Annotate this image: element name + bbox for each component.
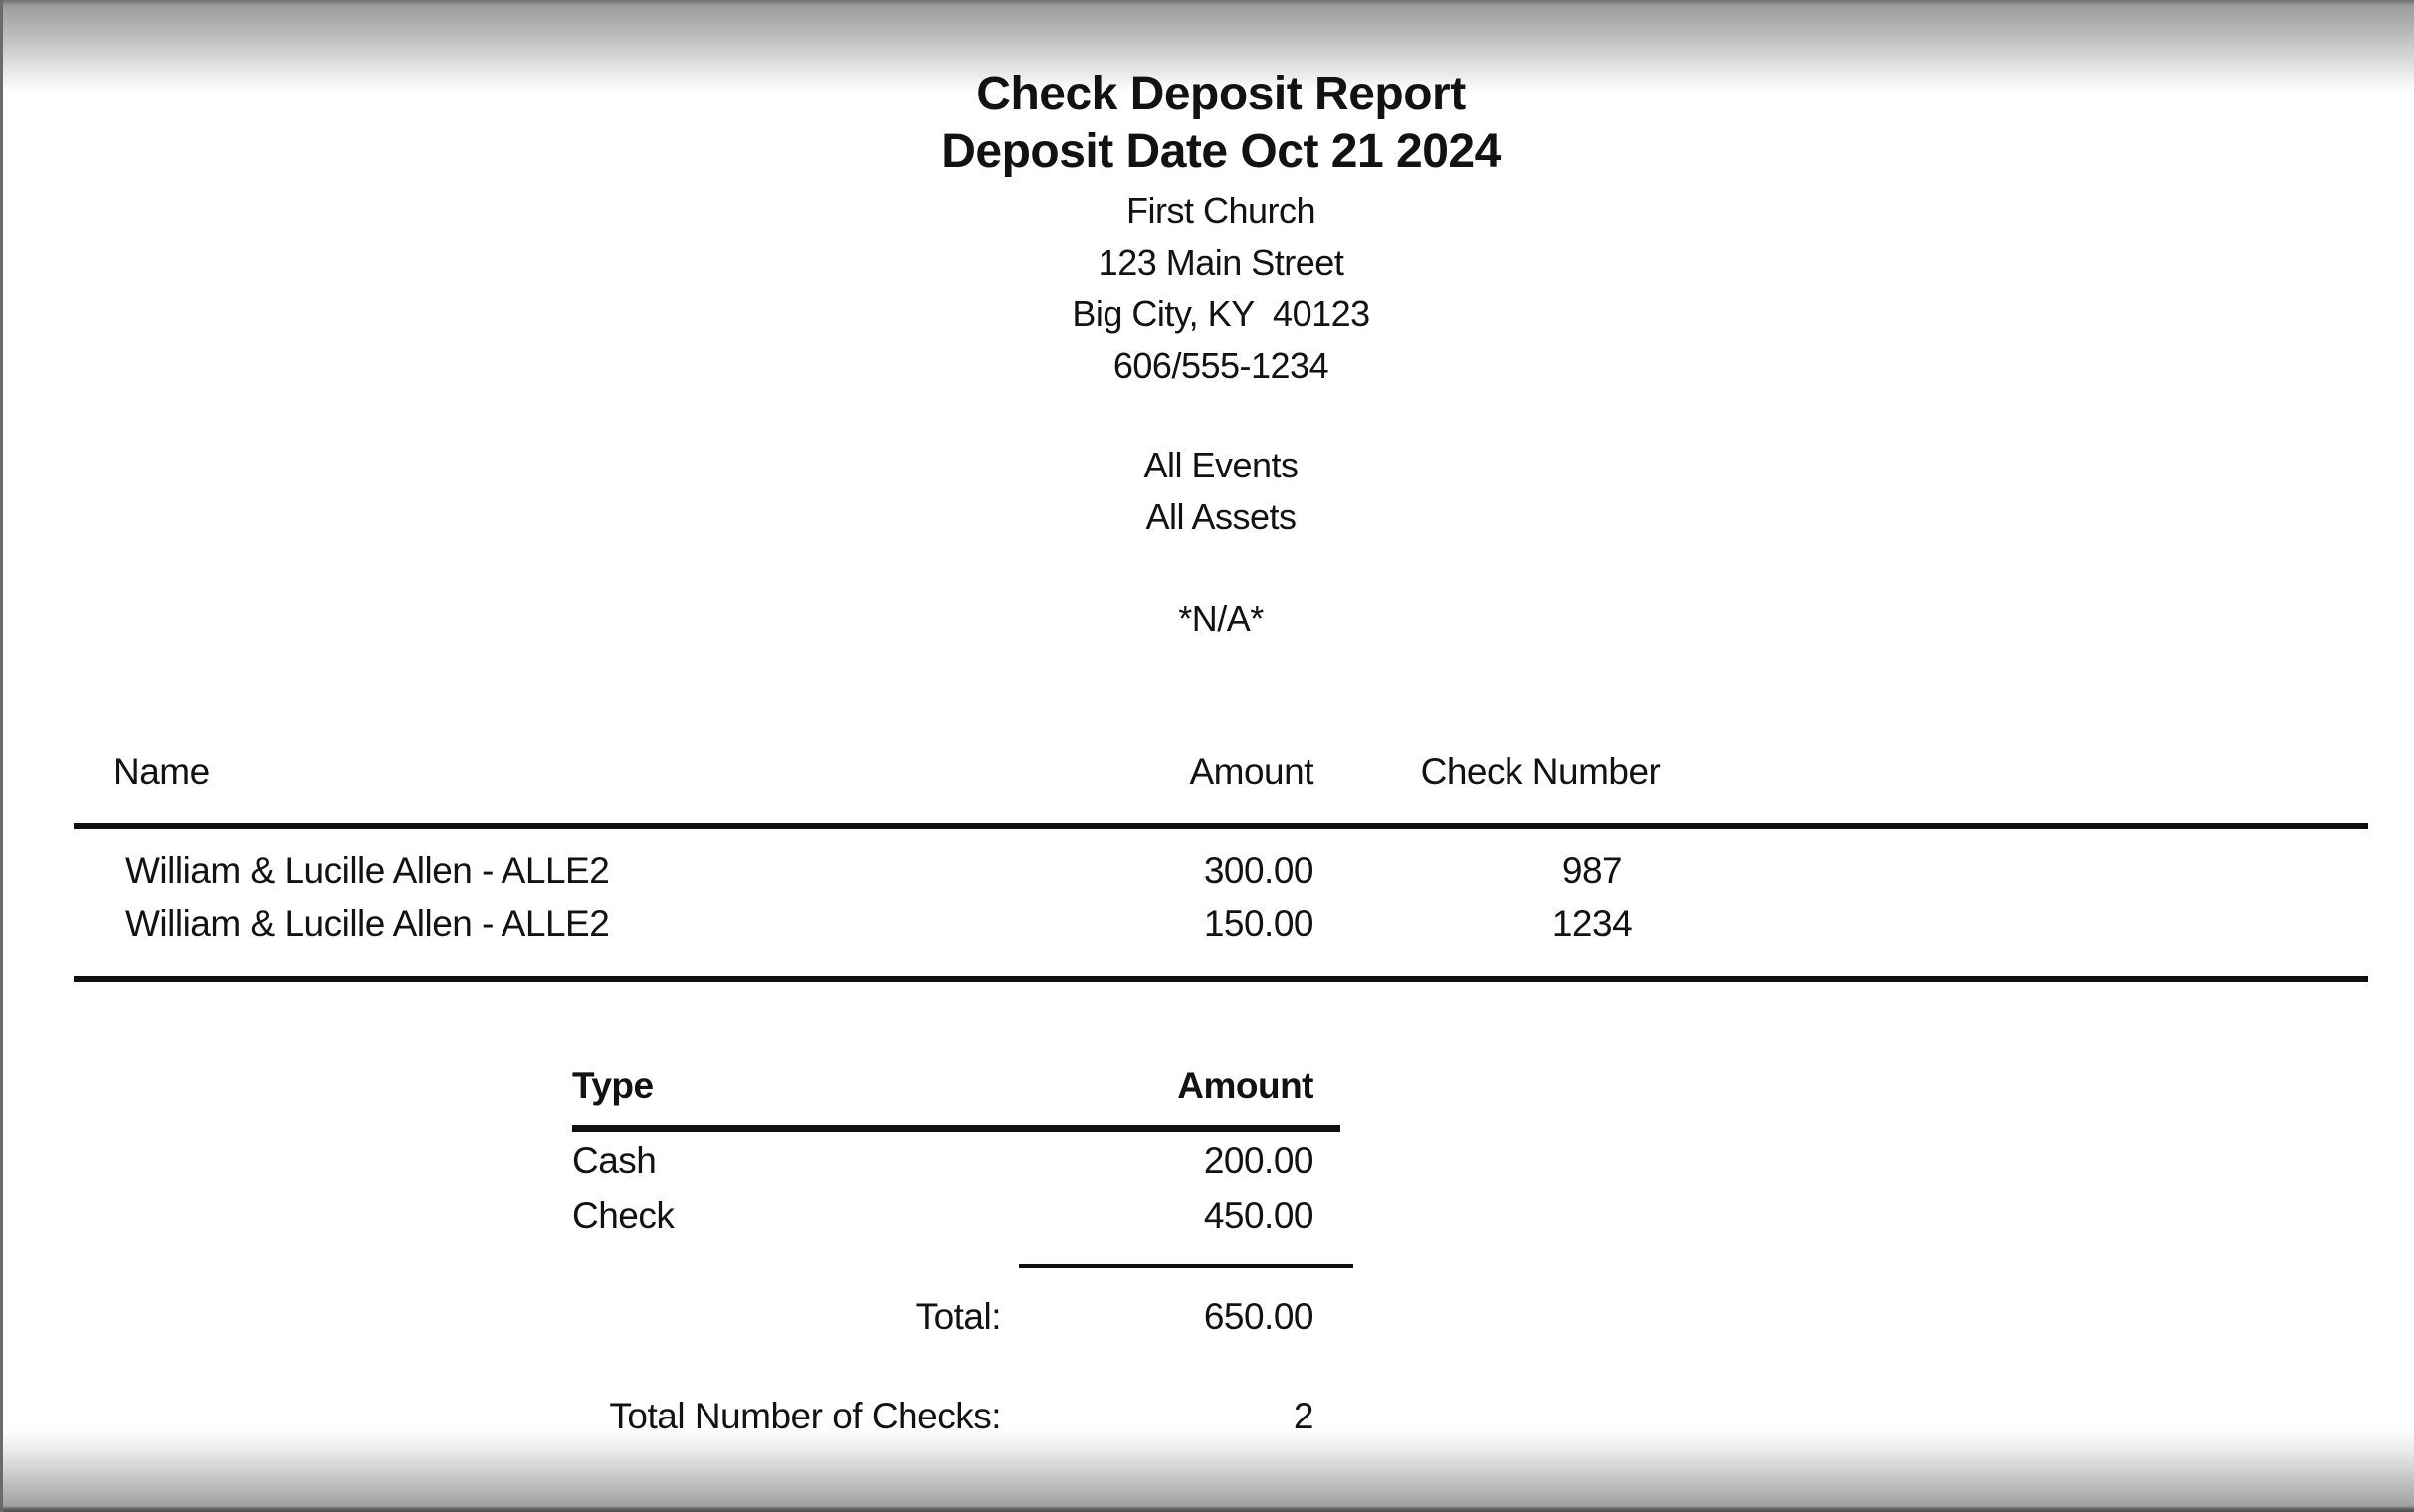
report-subtitle: Deposit Date Oct 21 2024 xyxy=(941,125,1501,178)
left-page-edge xyxy=(0,0,3,1512)
deposit-table-bottom-rule xyxy=(74,976,2368,982)
deposit-row-amount: 150.00 xyxy=(1203,903,1313,944)
deposit-table-top-rule xyxy=(74,823,2368,829)
na-note: *N/A* xyxy=(1178,598,1264,639)
deposit-row-name: William & Lucille Allen - ALLE2 xyxy=(125,903,610,944)
report-title: Check Deposit Report xyxy=(976,68,1466,120)
deposit-col-header-check-number: Check Number xyxy=(1420,751,1661,792)
checks-count-value: 2 xyxy=(1293,1396,1313,1436)
summary-col-header-type: Type xyxy=(572,1065,654,1106)
summary-subtotal-rule xyxy=(1019,1264,1353,1268)
org-phone: 606/555-1234 xyxy=(1112,345,1329,386)
summary-row-amount: 200.00 xyxy=(1203,1140,1313,1181)
deposit-col-header-name: Name xyxy=(113,751,210,792)
summary-col-header-amount: Amount xyxy=(1177,1065,1313,1106)
checks-count-label: Total Number of Checks: xyxy=(609,1396,1001,1436)
deposit-row-check-number: 1234 xyxy=(1551,903,1633,944)
filter-assets: All Assets xyxy=(1145,496,1297,537)
summary-row-type: Check xyxy=(572,1195,675,1235)
deposit-row-check-number: 987 xyxy=(1561,850,1623,891)
summary-row-amount: 450.00 xyxy=(1203,1195,1313,1235)
summary-table-header-rule xyxy=(572,1125,1340,1132)
filter-events: All Events xyxy=(1143,445,1299,485)
bottom-page-shadow xyxy=(0,1428,2414,1512)
org-name: First Church xyxy=(1125,190,1316,231)
deposit-col-header-amount: Amount xyxy=(1189,751,1313,792)
summary-total-amount: 650.00 xyxy=(1203,1296,1313,1337)
summary-total-label: Total: xyxy=(915,1296,1001,1337)
org-address-street: 123 Main Street xyxy=(1098,242,1344,283)
summary-row-type: Cash xyxy=(572,1140,657,1181)
deposit-row-name: William & Lucille Allen - ALLE2 xyxy=(125,850,610,891)
org-address-city: Big City, KY 40123 xyxy=(1072,293,1370,334)
deposit-row-amount: 300.00 xyxy=(1203,850,1313,891)
